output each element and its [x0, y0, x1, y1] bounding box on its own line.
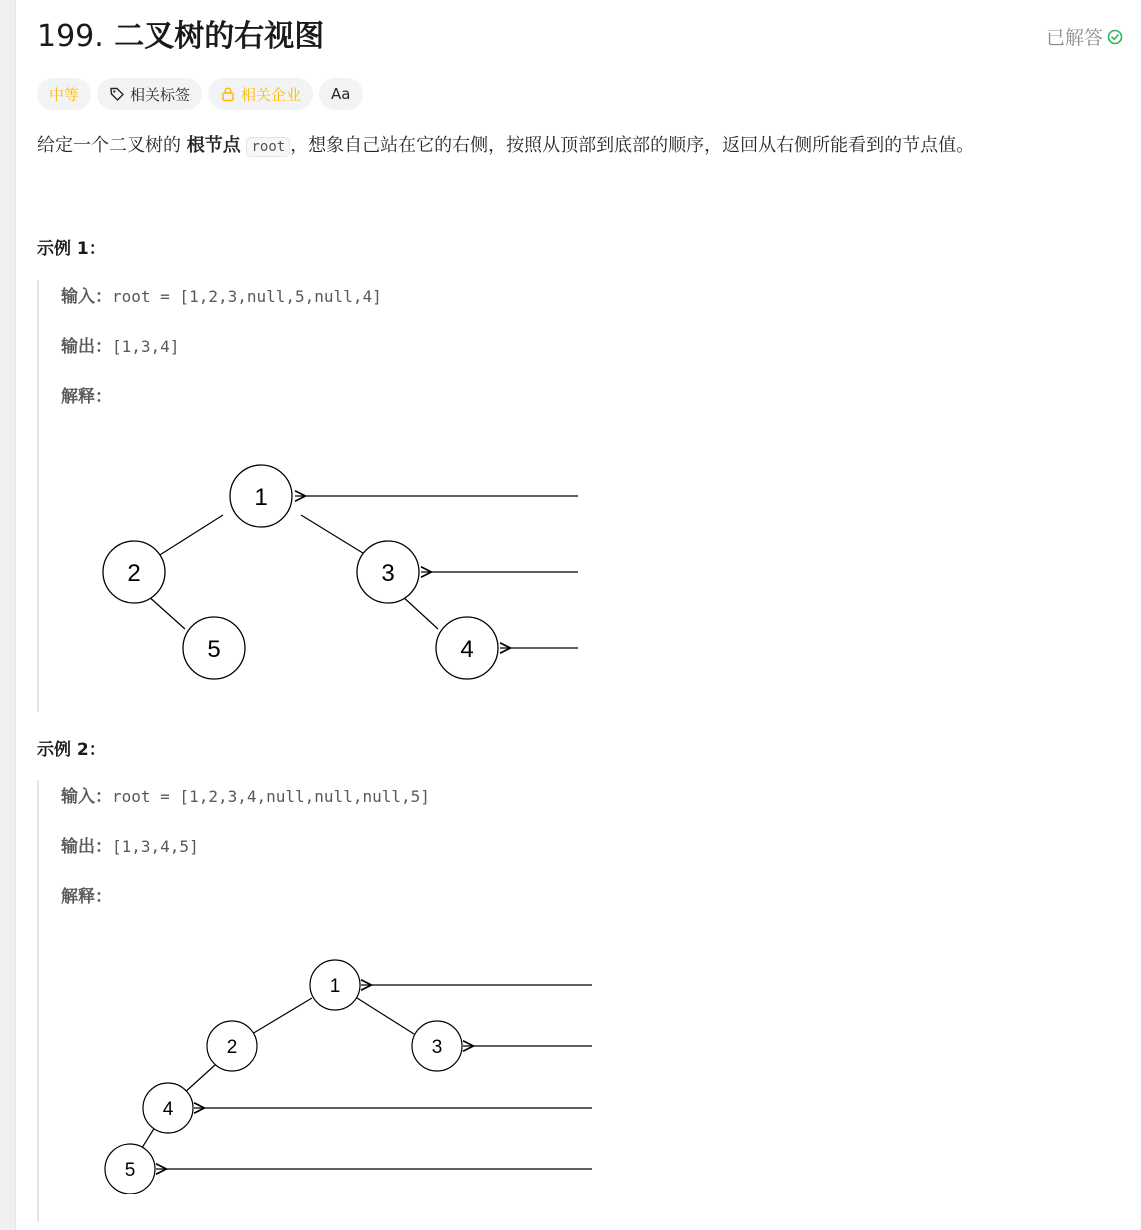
node-label: 5	[207, 636, 221, 663]
tree-node	[207, 1021, 257, 1071]
check-circle-icon	[1107, 29, 1123, 45]
tree-edge	[401, 595, 438, 629]
node-label: 2	[127, 560, 141, 587]
explain-label: 解释：	[61, 387, 112, 407]
statement-text-2: ，想象自己站在它的右侧，按照从顶部到底部的顺序，返回从右侧所能看到的节点值。	[290, 135, 975, 156]
difficulty-badge[interactable]	[37, 78, 91, 110]
input-label: 输入：	[61, 287, 112, 307]
related-tags-label: 相关标签	[130, 85, 191, 104]
tree-edge	[155, 515, 223, 558]
example-1-tree-diagram	[69, 458, 629, 688]
node-label: 5	[124, 1160, 136, 1181]
problem-title[interactable]	[37, 18, 1123, 56]
lock-icon	[220, 86, 236, 102]
tree-node	[103, 541, 165, 603]
related-companies-button[interactable]	[208, 78, 313, 110]
output-label: 输出：	[61, 837, 112, 857]
output-value: [1,3,4,5]	[112, 837, 199, 856]
solved-label: 已解答	[1045, 27, 1103, 49]
input-label: 输入：	[61, 787, 112, 807]
example-1-input	[61, 284, 382, 310]
tree-edge	[147, 595, 185, 629]
tree-node	[183, 617, 245, 679]
input-value: root = [1,2,3,4,null,null,null,5]	[112, 787, 430, 806]
example-1-output	[61, 334, 382, 360]
node-label: 4	[460, 636, 474, 663]
example-2-explain	[61, 884, 430, 910]
explain-label: 解释：	[61, 887, 112, 907]
example-2-title: 示例 2：	[37, 740, 106, 760]
tree-node	[143, 1083, 193, 1133]
tree-node	[436, 617, 498, 679]
tree-node	[310, 960, 360, 1010]
statement-bold: 根节点	[186, 135, 241, 156]
problem-statement	[37, 131, 1127, 162]
output-label: 输出：	[61, 337, 112, 357]
tree-edge	[183, 1065, 215, 1094]
difficulty-label: 中等	[49, 85, 80, 104]
statement-text: 给定一个二叉树的	[37, 135, 187, 156]
tree-node	[357, 541, 419, 603]
left-gutter	[0, 0, 16, 1230]
problem-description-panel	[16, 0, 1141, 1230]
problem-number: 199.	[37, 19, 104, 54]
translate-icon: Aa	[331, 85, 351, 103]
output-value: [1,3,4]	[112, 337, 180, 356]
tag-icon	[109, 86, 125, 102]
tree-edge	[301, 515, 371, 558]
node-label: 3	[381, 560, 395, 587]
node-label: 1	[329, 976, 341, 997]
node-label: 1	[254, 484, 268, 511]
example-2-block	[37, 780, 443, 1222]
node-label: 3	[431, 1037, 443, 1058]
tree-node	[105, 1144, 155, 1194]
translate-button[interactable]	[319, 78, 362, 110]
related-tags-button[interactable]	[97, 78, 202, 110]
related-companies-label: 相关企业	[241, 85, 302, 104]
statement-code: root	[246, 137, 290, 157]
input-value: root = [1,2,3,null,5,null,4]	[112, 287, 382, 306]
example-2-input	[61, 784, 430, 810]
example-2-output	[61, 834, 430, 860]
problem-name: 二叉树的右视图	[114, 19, 325, 54]
tree-node	[412, 1021, 462, 1071]
node-label: 2	[226, 1037, 238, 1058]
tag-bar	[37, 78, 363, 110]
tree-node	[230, 465, 292, 527]
example-1-explain	[61, 384, 382, 410]
example-1-title: 示例 1：	[37, 239, 106, 259]
tree-edge	[357, 998, 414, 1034]
node-label: 4	[162, 1099, 174, 1120]
example-1-block	[37, 280, 474, 712]
example-2-tree-diagram	[69, 954, 629, 1194]
tree-edge	[252, 998, 312, 1034]
title-row	[37, 18, 1123, 58]
solved-status	[1046, 23, 1123, 50]
